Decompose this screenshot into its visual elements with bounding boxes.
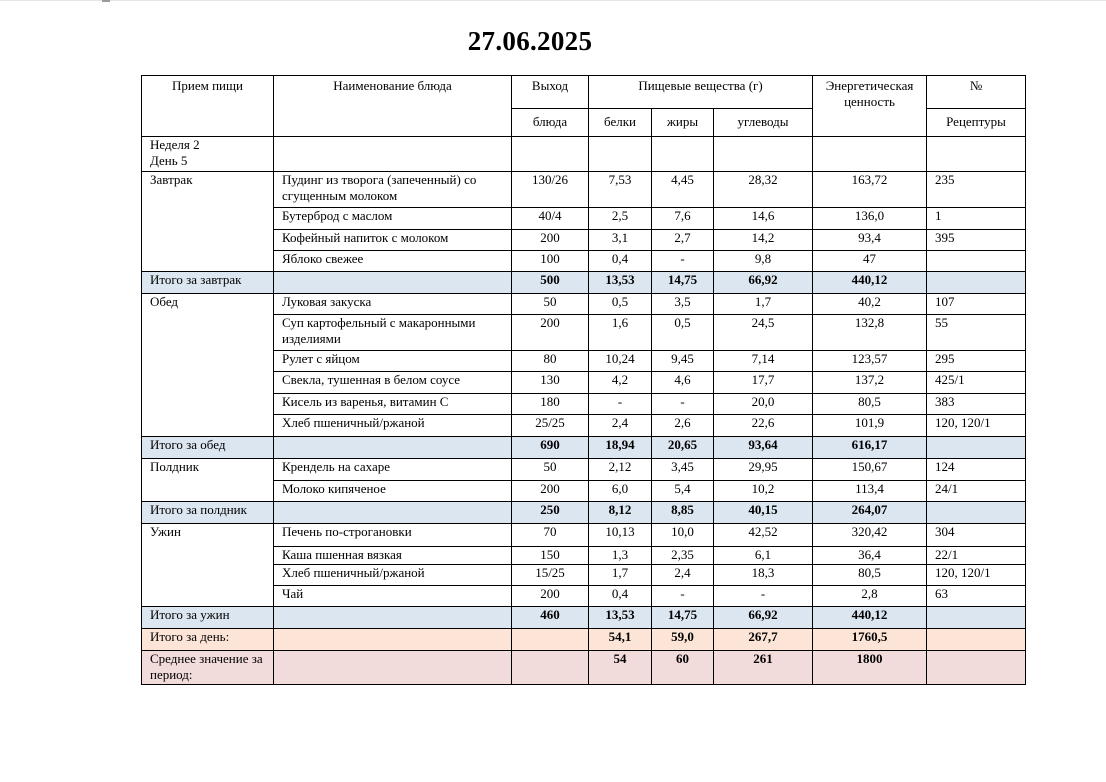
meal-total-protein: 13,53 xyxy=(589,272,652,294)
average-row-empty-recipe xyxy=(927,651,1026,685)
meal-total-protein: 13,53 xyxy=(589,607,652,629)
dish-carbs-cell: 14,6 xyxy=(714,208,813,230)
dish-protein-cell: 10,24 xyxy=(589,351,652,372)
dish-energy-cell: 80,5 xyxy=(813,565,927,586)
meal-name-cell: Ужин xyxy=(142,524,274,607)
header-carbs: углеводы xyxy=(714,109,813,137)
header-protein: белки xyxy=(589,109,652,137)
dish-row xyxy=(142,208,1026,230)
header-meal: Прием пищи xyxy=(142,76,274,137)
dish-name-cell: Пудинг из творога (запеченный) со сгущенным молоком xyxy=(274,172,512,208)
dish-recipe-cell: 120, 120/1 xyxy=(927,415,1026,437)
meal-name-cell: Завтрак xyxy=(142,172,274,272)
page-top-border xyxy=(0,0,1106,1)
dish-protein-cell: 2,12 xyxy=(589,459,652,481)
meal-total-yield: 690 xyxy=(512,437,589,459)
dish-yield-cell: 100 xyxy=(512,251,589,272)
meal-total-carbs: 66,92 xyxy=(714,272,813,294)
dish-recipe-cell: 395 xyxy=(927,230,1026,251)
meal-total-protein: 18,94 xyxy=(589,437,652,459)
meal-total-recipe-empty xyxy=(927,437,1026,459)
meal-total-recipe-empty xyxy=(927,502,1026,524)
dish-protein-cell: 10,13 xyxy=(589,524,652,547)
dish-fat-cell: 2,6 xyxy=(652,415,714,437)
header-energy: Энергетическая ценность xyxy=(813,76,927,137)
dish-name-cell: Луковая закуска xyxy=(274,294,512,315)
dish-name-cell: Кисель из варенья, витамин С xyxy=(274,394,512,415)
average-row-fat: 60 xyxy=(652,651,714,685)
header-fat: жиры xyxy=(652,109,714,137)
dish-recipe-cell: 24/1 xyxy=(927,481,1026,502)
dish-carbs-cell: 29,95 xyxy=(714,459,813,481)
dish-fat-cell: 7,6 xyxy=(652,208,714,230)
meal-total-recipe-empty xyxy=(927,607,1026,629)
dish-recipe-cell: 107 xyxy=(927,294,1026,315)
dish-yield-cell: 25/25 xyxy=(512,415,589,437)
week-day-cell xyxy=(142,137,274,172)
dish-protein-cell: 6,0 xyxy=(589,481,652,502)
dish-carbs-cell: 6,1 xyxy=(714,547,813,565)
dish-fat-cell: 4,45 xyxy=(652,172,714,208)
dish-name-cell: Кофейный напиток с молоком xyxy=(274,230,512,251)
dish-recipe-cell: 235 xyxy=(927,172,1026,208)
dish-row xyxy=(142,565,1026,586)
dish-energy-cell: 320,42 xyxy=(813,524,927,547)
dish-energy-cell: 136,0 xyxy=(813,208,927,230)
meal-total-energy: 616,17 xyxy=(813,437,927,459)
dish-name-cell: Печень по-строгановки xyxy=(274,524,512,547)
dish-yield-cell: 200 xyxy=(512,481,589,502)
day-total-row-protein: 54,1 xyxy=(589,629,652,651)
dish-protein-cell: 0,5 xyxy=(589,294,652,315)
dish-name-cell: Яблоко свежее xyxy=(274,251,512,272)
dish-energy-cell: 150,67 xyxy=(813,459,927,481)
dish-protein-cell: 7,53 xyxy=(589,172,652,208)
dish-recipe-cell: 1 xyxy=(927,208,1026,230)
dish-row xyxy=(142,172,1026,208)
meal-total-empty xyxy=(274,502,512,524)
dish-row xyxy=(142,315,1026,351)
meal-total-label: Итого за ужин xyxy=(142,607,274,629)
meal-total-fat: 20,65 xyxy=(652,437,714,459)
dish-energy-cell: 163,72 xyxy=(813,172,927,208)
meal-total-energy: 440,12 xyxy=(813,272,927,294)
day-label: День 5 xyxy=(150,153,188,168)
dish-protein-cell: 1,6 xyxy=(589,315,652,351)
dish-fat-cell: 9,45 xyxy=(652,351,714,372)
dish-yield-cell: 50 xyxy=(512,294,589,315)
dish-recipe-cell: 304 xyxy=(927,524,1026,547)
meal-total-yield: 500 xyxy=(512,272,589,294)
meal-name-cell: Полдник xyxy=(142,459,274,502)
dish-recipe-cell: 425/1 xyxy=(927,372,1026,394)
dish-carbs-cell: 1,7 xyxy=(714,294,813,315)
dish-carbs-cell: 14,2 xyxy=(714,230,813,251)
dish-carbs-cell: 10,2 xyxy=(714,481,813,502)
week-label: Неделя 2 xyxy=(150,137,200,152)
dish-row xyxy=(142,294,1026,315)
meal-total-fat: 8,85 xyxy=(652,502,714,524)
average-row-energy: 1800 xyxy=(813,651,927,685)
dish-carbs-cell: 28,32 xyxy=(714,172,813,208)
dish-carbs-cell: 42,52 xyxy=(714,524,813,547)
day-total-row-empty-yield xyxy=(512,629,589,651)
meal-total-row xyxy=(142,272,1026,294)
menu-table xyxy=(141,75,1026,685)
dish-fat-cell: - xyxy=(652,586,714,607)
dish-yield-cell: 80 xyxy=(512,351,589,372)
day-total-row-empty-dish xyxy=(274,629,512,651)
day-total-row-carbs: 267,7 xyxy=(714,629,813,651)
dish-carbs-cell: 20,0 xyxy=(714,394,813,415)
dish-yield-cell: 130 xyxy=(512,372,589,394)
dish-energy-cell: 2,8 xyxy=(813,586,927,607)
average-row-empty-yield xyxy=(512,651,589,685)
meal-total-fat: 14,75 xyxy=(652,607,714,629)
dish-protein-cell: 1,3 xyxy=(589,547,652,565)
meal-total-carbs: 93,64 xyxy=(714,437,813,459)
page-title: 27.06.2025 xyxy=(467,26,593,56)
dish-name-cell: Крендель на сахаре xyxy=(274,459,512,481)
dish-yield-cell: 15/25 xyxy=(512,565,589,586)
dish-carbs-cell: - xyxy=(714,586,813,607)
dish-fat-cell: 3,45 xyxy=(652,459,714,481)
dish-energy-cell: 113,4 xyxy=(813,481,927,502)
meal-total-recipe-empty xyxy=(927,272,1026,294)
dish-energy-cell: 40,2 xyxy=(813,294,927,315)
dish-yield-cell: 200 xyxy=(512,315,589,351)
meal-total-label: Итого за обед xyxy=(142,437,274,459)
dish-row xyxy=(142,351,1026,372)
dish-fat-cell: - xyxy=(652,394,714,415)
dish-name-cell: Рулет с яйцом xyxy=(274,351,512,372)
dish-carbs-cell: 7,14 xyxy=(714,351,813,372)
average-row-protein: 54 xyxy=(589,651,652,685)
meal-total-protein: 8,12 xyxy=(589,502,652,524)
dish-yield-cell: 40/4 xyxy=(512,208,589,230)
meal-total-label: Итого за полдник xyxy=(142,502,274,524)
dish-row xyxy=(142,586,1026,607)
dish-protein-cell: 2,4 xyxy=(589,415,652,437)
dish-row xyxy=(142,251,1026,272)
dish-carbs-cell: 22,6 xyxy=(714,415,813,437)
meal-total-yield: 460 xyxy=(512,607,589,629)
meal-total-carbs: 40,15 xyxy=(714,502,813,524)
dish-recipe-cell: 55 xyxy=(927,315,1026,351)
dish-protein-cell: 2,5 xyxy=(589,208,652,230)
dish-row xyxy=(142,372,1026,394)
dish-carbs-cell: 24,5 xyxy=(714,315,813,351)
dish-fat-cell: 3,5 xyxy=(652,294,714,315)
meal-total-row xyxy=(142,437,1026,459)
average-row-label: Среднее значение за период: xyxy=(142,651,274,685)
dish-carbs-cell: 18,3 xyxy=(714,565,813,586)
dish-energy-cell: 137,2 xyxy=(813,372,927,394)
page-corner-mark xyxy=(102,0,110,2)
dish-recipe-cell xyxy=(927,251,1026,272)
dish-recipe-cell: 124 xyxy=(927,459,1026,481)
dish-name-cell: Молоко кипяченое xyxy=(274,481,512,502)
dish-yield-cell: 200 xyxy=(512,586,589,607)
dish-yield-cell: 130/26 xyxy=(512,172,589,208)
meal-total-empty xyxy=(274,437,512,459)
dish-fat-cell: 5,4 xyxy=(652,481,714,502)
week-day-row xyxy=(142,137,1026,172)
meal-total-label: Итого за завтрак xyxy=(142,272,274,294)
average-row-carbs: 261 xyxy=(714,651,813,685)
dish-recipe-cell: 383 xyxy=(927,394,1026,415)
meal-name-cell: Обед xyxy=(142,294,274,437)
dish-recipe-cell: 22/1 xyxy=(927,547,1026,565)
dish-protein-cell: 0,4 xyxy=(589,586,652,607)
dish-recipe-cell: 63 xyxy=(927,586,1026,607)
dish-name-cell: Каша пшенная вязкая xyxy=(274,547,512,565)
dish-yield-cell: 180 xyxy=(512,394,589,415)
dish-recipe-cell: 120, 120/1 xyxy=(927,565,1026,586)
dish-protein-cell: 1,7 xyxy=(589,565,652,586)
day-total-row-fat: 59,0 xyxy=(652,629,714,651)
dish-fat-cell: 10,0 xyxy=(652,524,714,547)
dish-name-cell: Хлеб пшеничный/ржаной xyxy=(274,415,512,437)
meal-total-row xyxy=(142,607,1026,629)
meal-total-empty xyxy=(274,272,512,294)
dish-energy-cell: 123,57 xyxy=(813,351,927,372)
dish-yield-cell: 150 xyxy=(512,547,589,565)
dish-fat-cell: - xyxy=(652,251,714,272)
dish-name-cell: Хлеб пшеничный/ржаной xyxy=(274,565,512,586)
day-total-row-energy: 1760,5 xyxy=(813,629,927,651)
dish-yield-cell: 50 xyxy=(512,459,589,481)
header-recipe-top: № xyxy=(927,76,1026,109)
meal-total-carbs: 66,92 xyxy=(714,607,813,629)
average-row-empty-dish xyxy=(274,651,512,685)
dish-name-cell: Суп картофельный с макаронными изделиями xyxy=(274,315,512,351)
dish-row xyxy=(142,230,1026,251)
dish-energy-cell: 132,8 xyxy=(813,315,927,351)
dish-name-cell: Чай xyxy=(274,586,512,607)
dish-row xyxy=(142,394,1026,415)
dish-carbs-cell: 9,8 xyxy=(714,251,813,272)
dish-row xyxy=(142,415,1026,437)
dish-protein-cell: 0,4 xyxy=(589,251,652,272)
meal-total-fat: 14,75 xyxy=(652,272,714,294)
dish-protein-cell: 4,2 xyxy=(589,372,652,394)
dish-protein-cell: - xyxy=(589,394,652,415)
dish-name-cell: Свекла, тушенная в белом соусе xyxy=(274,372,512,394)
dish-row xyxy=(142,524,1026,547)
dish-row xyxy=(142,459,1026,481)
dish-yield-cell: 70 xyxy=(512,524,589,547)
dish-energy-cell: 47 xyxy=(813,251,927,272)
dish-fat-cell: 2,7 xyxy=(652,230,714,251)
meal-total-empty xyxy=(274,607,512,629)
header-yield-bottom: блюда xyxy=(512,109,589,137)
dish-name-cell: Бутерброд с маслом xyxy=(274,208,512,230)
header-nutrients: Пищевые вещества (г) xyxy=(589,76,813,109)
meal-total-energy: 440,12 xyxy=(813,607,927,629)
dish-carbs-cell: 17,7 xyxy=(714,372,813,394)
dish-energy-cell: 36,4 xyxy=(813,547,927,565)
meal-total-row xyxy=(142,502,1026,524)
meal-total-yield: 250 xyxy=(512,502,589,524)
dish-energy-cell: 93,4 xyxy=(813,230,927,251)
header-dish: Наименование блюда xyxy=(274,76,512,137)
dish-yield-cell: 200 xyxy=(512,230,589,251)
day-total-row-label: Итого за день: xyxy=(142,629,274,651)
dish-recipe-cell: 295 xyxy=(927,351,1026,372)
meal-total-energy: 264,07 xyxy=(813,502,927,524)
average-row xyxy=(142,651,1026,685)
dish-protein-cell: 3,1 xyxy=(589,230,652,251)
dish-energy-cell: 80,5 xyxy=(813,394,927,415)
dish-fat-cell: 2,4 xyxy=(652,565,714,586)
dish-energy-cell: 101,9 xyxy=(813,415,927,437)
dish-row xyxy=(142,547,1026,565)
day-total-row-empty-recipe xyxy=(927,629,1026,651)
header-recipe-bottom: Рецептуры xyxy=(927,109,1026,137)
dish-row xyxy=(142,481,1026,502)
header-yield-top: Выход xyxy=(512,76,589,109)
dish-fat-cell: 2,35 xyxy=(652,547,714,565)
dish-fat-cell: 0,5 xyxy=(652,315,714,351)
header-row xyxy=(142,76,1026,109)
dish-fat-cell: 4,6 xyxy=(652,372,714,394)
day-total-row xyxy=(142,629,1026,651)
